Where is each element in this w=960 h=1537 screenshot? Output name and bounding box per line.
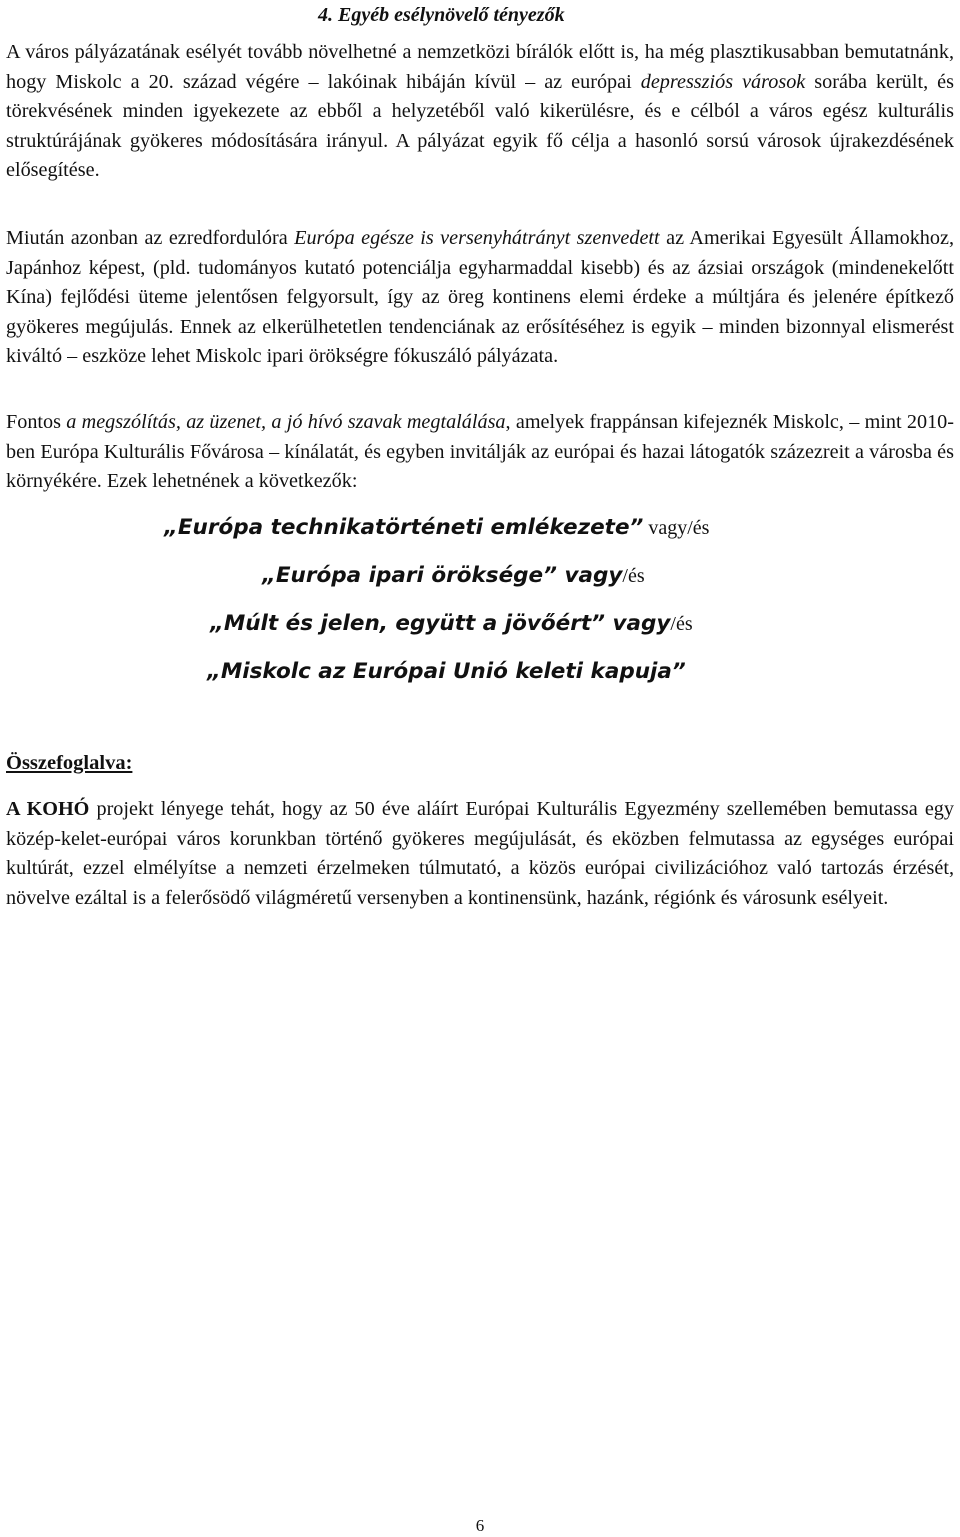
paragraph-text: , amelyek frappánsan kifejeznék Miskolc, – mint 2010-ben Európa Kulturális Fővárosa – kínálatát, és egyben invitálják az európai és hazai látogatók százezreit a városba és környékére. Ezek lehetnének a következők: <box>6 411 954 492</box>
slogan-text: „Európa technikatörténeti emlékezete” <box>164 515 644 540</box>
paragraph-text: az Amerikai Egyesült Államokhoz, Japánhoz képest, (pld. tudományos kutató potenciálja egyharmaddal kisebb) és az ázsiai országok (mindenekelőtt Kína) fejlődési üteme jelentősen felgyorsult, így az öreg kontinens elemi érdeke a múltjára és jelenére építkező gyökeres megújulás. Ennek az elkerülhetetlen tendenciának az erősítéséhez is egyik – minden bizonnyal elismerést kiváltó – eszköze lehet Miskolc ipari örökségre fókuszáló pályázata. <box>6 227 954 367</box>
paragraph-depressed-cities <box>6 38 954 186</box>
section-heading: 4. Egyéb esélynövelő tényezők <box>318 4 565 26</box>
slogan-4 <box>207 659 960 684</box>
slogan-text: „Múlt és jelen, együtt a jövőért” vagy <box>210 611 671 636</box>
slogan-2 <box>262 563 960 588</box>
paragraph-europe-disadvantage <box>6 224 954 372</box>
slogan-text: „Miskolc az Európai Unió keleti kapuja” <box>207 659 686 684</box>
paragraph-text: Miután azonban az ezredfordulóra <box>6 227 295 249</box>
paragraph-message <box>6 408 954 497</box>
slogan-tail: /és <box>670 613 693 635</box>
slogan-tail: /és <box>622 565 645 587</box>
page-number: 6 <box>475 1516 485 1535</box>
paragraph-text: Fontos <box>6 411 67 433</box>
slogan-1 <box>164 515 960 540</box>
paragraph-text: projekt lényege tehát, hogy az 50 éve aláírt Európai Kulturális Egyezmény szellemében bemutassa egy közép-kelet-európai város korunkban történő gyökeres megújulását, és eközben felmutassa az egységes európai kultúrát, ezzel elmélyítse a nemzeti érzelmeken túlmutató, a közös európai civilizációhoz való tartozás érzését, növelve ezáltal is a felerősödő világméretű versenyben a kontinensünk, hazánk, régiónk és városunk esélyeit. <box>6 798 954 909</box>
paragraph-text: sorába került, és törekvésének minden igyekezete az ebből a helyzetéből való kikerülésre, és e célból a város egész kulturális struktúrájának gyökeres módosítására irányul. A pályázat egyik fő célja a hasonló sorsú városok újrakezdésének elősegítése. <box>6 70 954 181</box>
paragraph-summary <box>6 795 954 913</box>
project-name: A KOHÓ <box>6 798 90 820</box>
italic-phrase: Európa egésze is versenyhátrányt szenvedett <box>294 227 660 249</box>
italic-phrase: depressziós városok <box>640 70 806 93</box>
slogan-3 <box>210 611 960 636</box>
summary-title: Összefoglalva: <box>6 752 133 774</box>
slogan-tail: vagy/és <box>643 517 710 539</box>
paragraph-text: A város pályázatának esélyét tovább növelhetné a nemzetközi bírálók előtt is, ha még plasztikusabban bemutatnánk, hogy Miskolc a 20. század végére – lakóinak hibáján kívül – az európai <box>6 41 954 93</box>
slogan-text: „Európa ipari öröksége” vagy <box>262 563 623 588</box>
italic-phrase: a megszólítás, az üzenet, a jó hívó szavak megtalálása <box>66 411 506 433</box>
